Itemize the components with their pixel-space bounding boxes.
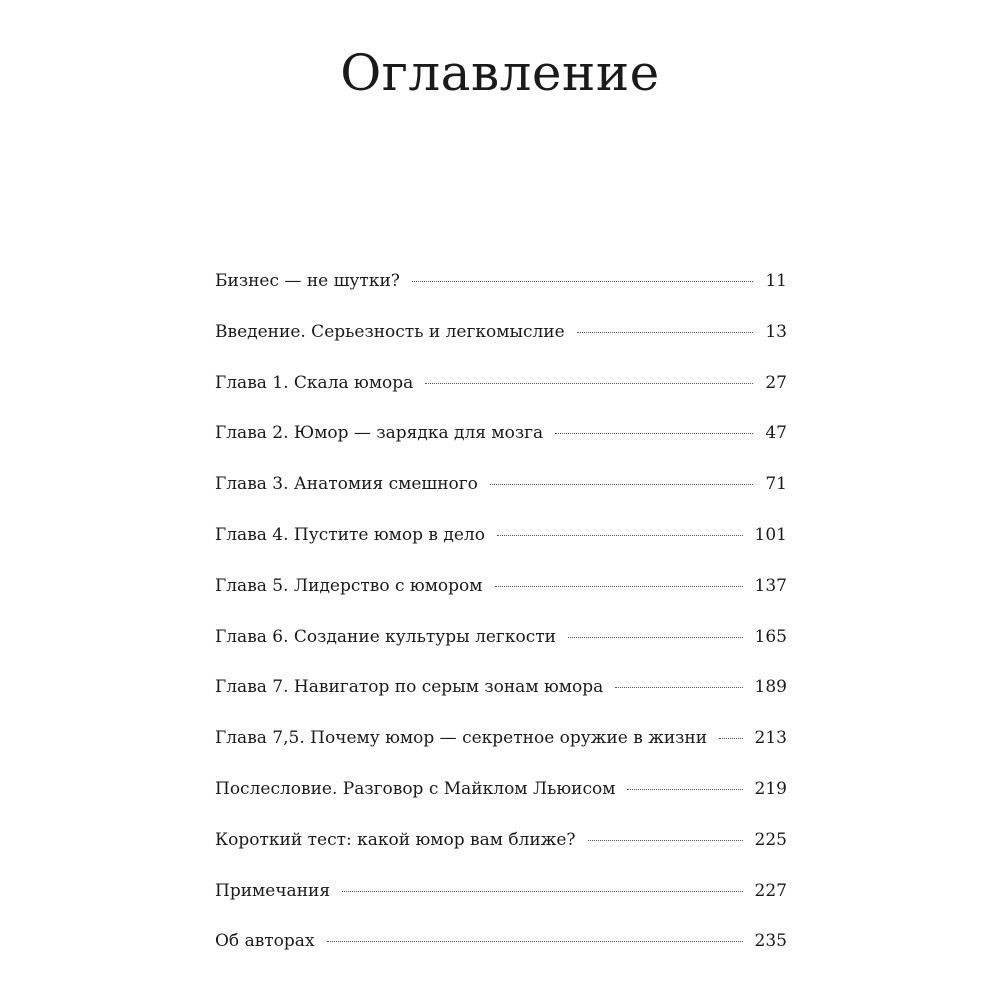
- toc-entry-label: Глава 2. Юмор — зарядка для мозга: [215, 423, 544, 444]
- toc-entry-label: Послесловие. Разговор с Майклом Льюисом: [215, 778, 616, 799]
- dot-leader: [342, 891, 742, 892]
- dot-leader: [588, 840, 743, 841]
- toc-entry[interactable]: [215, 370, 787, 421]
- toc-entry-page: 235: [754, 931, 787, 952]
- toc-entry-label: Глава 7. Навигатор по серым зонам юмора: [215, 677, 604, 698]
- toc-entry[interactable]: [215, 319, 787, 370]
- toc-entry[interactable]: [215, 573, 787, 624]
- toc-entry-page: 137: [754, 575, 787, 596]
- toc-entry[interactable]: [215, 725, 787, 776]
- toc-entry[interactable]: [215, 522, 787, 573]
- dot-leader: [495, 586, 743, 587]
- dot-leader: [497, 535, 743, 536]
- dot-leader: [555, 433, 753, 434]
- page-title: Оглавление: [340, 44, 660, 102]
- toc-entry-page: 47: [765, 423, 787, 444]
- dot-leader: [425, 383, 753, 384]
- toc-entry-page: 213: [754, 728, 787, 749]
- toc-entry-label: Глава 6. Создание культуры легкости: [215, 626, 556, 647]
- dot-leader: [577, 332, 754, 333]
- toc-entry-label: Введение. Серьезность и легкомыслие: [215, 321, 565, 342]
- toc-entry[interactable]: [215, 268, 787, 319]
- toc-entry[interactable]: [215, 776, 787, 827]
- toc-entry[interactable]: [215, 420, 787, 471]
- toc-entry-page: 71: [765, 474, 787, 495]
- dot-leader: [615, 687, 742, 688]
- dot-leader: [568, 637, 743, 638]
- toc-entry[interactable]: [215, 827, 787, 878]
- dot-leader: [412, 281, 753, 282]
- dot-leader: [627, 789, 742, 790]
- toc-entry[interactable]: [215, 624, 787, 675]
- toc-entry-label: Глава 3. Анатомия смешного: [215, 474, 478, 495]
- toc-entry-label: Глава 4. Пустите юмор в дело: [215, 524, 485, 545]
- toc-entry-page: 13: [765, 321, 787, 342]
- toc-entry[interactable]: [215, 878, 787, 929]
- toc-entry[interactable]: [215, 928, 787, 979]
- toc-entry-page: 227: [754, 880, 787, 901]
- toc-entry-label: Глава 5. Лидерство с юмором: [215, 575, 483, 596]
- toc-entry-page: 219: [754, 778, 787, 799]
- toc-entry[interactable]: [215, 471, 787, 522]
- toc-entry-label: Примечания: [215, 880, 331, 901]
- toc-entry-page: 11: [765, 271, 787, 291]
- toc-entry[interactable]: [215, 674, 787, 725]
- toc-entry-label: Об авторах: [215, 931, 315, 952]
- dot-leader: [490, 484, 753, 485]
- toc-entry-label: Глава 7,5. Почему юмор — секретное оружие в жизни: [215, 728, 708, 749]
- dot-leader: [719, 738, 742, 739]
- table-of-contents: [215, 268, 787, 979]
- toc-entry-page: 189: [754, 677, 787, 698]
- toc-entry-label: Глава 1. Скала юмора: [215, 372, 414, 393]
- toc-entry-label: Бизнес — не шутки?: [215, 271, 400, 291]
- toc-entry-page: 27: [765, 372, 787, 393]
- toc-entry-page: 101: [754, 524, 787, 545]
- dot-leader: [327, 941, 743, 942]
- toc-entry-label: Короткий тест: какой юмор вам ближе?: [215, 829, 576, 850]
- toc-entry-page: 165: [754, 626, 787, 647]
- toc-entry-page: 225: [754, 829, 787, 850]
